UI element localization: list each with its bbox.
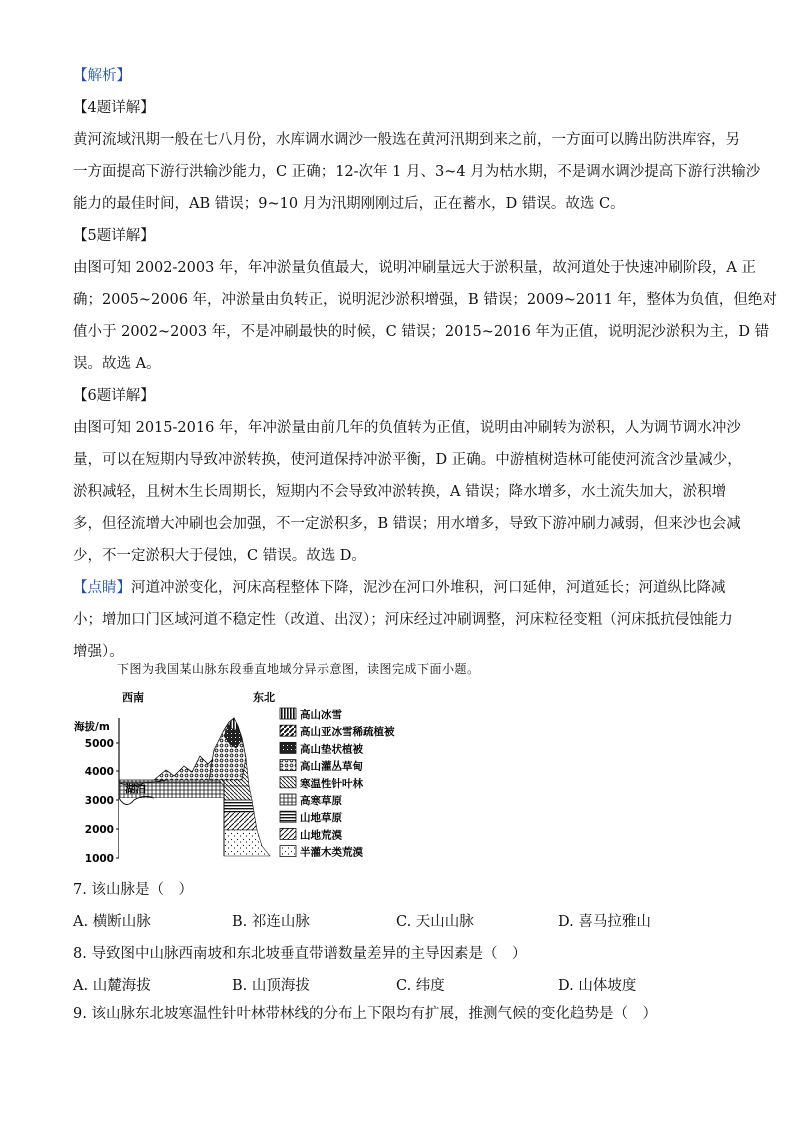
analysis-header: 【解析】	[73, 68, 131, 84]
legend-label-snow: 高山冰雪	[300, 709, 342, 721]
q6-line-1: 由图可知 2015-2016 年，年冲淤量由前几年的负值转为正值，说明由冲刷转为淤积，人为调节调水冲沙	[73, 420, 741, 436]
legend-swatch-steppe	[280, 811, 296, 822]
legend-label-desert: 山地荒漠	[300, 829, 342, 842]
q5-line-1: 由图可知 2002-2003 年，年冲淤量负值最大，说明冲刷量远大于淤积量，故河道处于快速冲刷阶段，A 正	[73, 260, 756, 276]
tips-line-1	[73, 578, 726, 598]
legend-swatch-semidesert	[280, 846, 296, 857]
q4-line-1: 黄河流域汛期一般在七八月份，水库调水调沙一般选在黄河汛期到来之前，一方面可以腾出防洪库容，另	[73, 132, 740, 148]
y-tick-label: 3000	[84, 795, 114, 807]
q5-title: 【5题详解】	[73, 228, 155, 244]
q4-line-2: 一方面提高下游行洪输沙能力，C 正确；12-次年 1 月、3~4 月为枯水期，不是调水调沙提高下游行洪输沙	[73, 164, 761, 180]
q4-line-3: 能力的最佳时间，AB 错误；9~10 月为汛期刚刚过后，正在蓄水，D 错误。故选 C。	[73, 196, 625, 212]
legend-label-conifer: 寒温性针叶林	[300, 777, 363, 790]
question-8-option-a: A. 山麓海拔	[73, 978, 151, 994]
legend-swatch-snow	[280, 708, 296, 719]
question-9-stem: 9. 该山脉东北坡寒温性针叶林带林线的分布上下限均有扩展，推测气候的变化趋势是（ ）	[73, 1006, 657, 1022]
legend-label-semidesert: 半灌木类荒漠	[300, 846, 363, 859]
vertical-zonation-figure	[74, 688, 404, 863]
y-tick-label: 2000	[84, 824, 114, 836]
legend-label-subsnow: 高山亚冰雪稀疏植被	[300, 726, 395, 739]
direction-southwest: 西南	[122, 691, 144, 704]
q6-line-2: 量，可以在短期内导致冲淤转换，使河道保持冲淤平衡，D 正确。中游植树造林可能使河流含沙量减少，	[73, 452, 742, 468]
legend	[280, 708, 395, 859]
y-tick-label: 1000	[84, 853, 114, 863]
legend-label-cushion: 高山垫状植被	[300, 743, 363, 756]
q6-line-5: 少，不一定淤积大于侵蚀，C 错误。故选 D。	[73, 548, 366, 564]
tips-line-2: 小；增加口门区域河道不稳定性（改道、出汊）；河床经过冲刷调整，河床粒径变粗（河床抵抗侵蚀能力	[73, 612, 733, 628]
q6-title: 【6题详解】	[73, 388, 155, 404]
y-axis-label: 海拔/m	[74, 721, 110, 733]
question-7-stem: 7. 该山脉是（ ）	[73, 882, 193, 898]
q6-line-3: 淤积减轻，且树木生长周期长，短期内不会导致冲淤转换，A 错误；降水增多，水土流失加大，淤积增	[73, 484, 727, 500]
legend-swatch-cushion	[280, 742, 296, 753]
q6-line-4: 多，但径流增大冲刷也会加强，不一定淤积多，B 错误；用水增多，导致下游冲刷力减弱，但来沙也会减	[73, 516, 741, 532]
question-7-option-b: B. 祁连山脉	[232, 914, 310, 930]
legend-swatch-alpine	[280, 794, 296, 805]
legend-swatch-shrub	[280, 760, 296, 771]
q5-line-3: 值小于 2002~2003 年，不是冲刷最快的时候，C 错误；2015~2016 年为正值，说明泥沙淤积为主，D 错	[73, 324, 770, 340]
lake-label: 湖泊	[125, 783, 146, 795]
legend-swatch-subsnow	[280, 725, 296, 736]
question-8-option-c: C. 纬度	[396, 978, 445, 994]
q4-title: 【4题详解】	[73, 100, 155, 116]
question-7-option-a: A. 横断山脉	[73, 914, 151, 930]
question-8-option-d: D. 山体坡度	[558, 978, 637, 994]
tips-title: 【点睛】	[73, 580, 131, 596]
tips-text-1: 河道冲淤变化，河床高程整体下降，泥沙在河口外堆积，河口延伸，河道延长；河道纵比降减	[131, 580, 726, 596]
q5-line-4: 误。故选 A。	[73, 356, 161, 372]
legend-swatch-desert	[280, 828, 296, 839]
question-7-option-d: D. 喜马拉雅山	[558, 914, 651, 930]
legend-label-steppe: 山地草原	[300, 812, 342, 825]
legend-label-shrub: 高山灌丛草甸	[300, 760, 363, 773]
y-ticks	[85, 738, 119, 863]
y-tick-label: 5000	[84, 738, 114, 750]
question-8-option-b: B. 山顶海拔	[232, 978, 310, 994]
tips-line-3: 增强）。	[73, 644, 124, 660]
legend-swatch-conifer	[280, 777, 296, 788]
legend-label-alpine: 高寒草原	[300, 795, 342, 807]
q5-line-2: 确；2005~2006 年，冲淤量由负转正，说明泥沙淤积增强，B 错误；2009~2011 年，整体为负值，但绝对	[73, 292, 777, 308]
y-tick-label: 4000	[84, 766, 114, 778]
question-8-stem: 8. 导致图中山脉西南坡和东北坡垂直带谱数量差异的主导因素是（ ）	[73, 946, 527, 962]
question-7-option-c: C. 天山山脉	[396, 914, 474, 930]
direction-northeast: 东北	[253, 691, 275, 704]
figure-intro: 下图为我国某山脉东段垂直地域分异示意图，读图完成下面小题。	[117, 662, 480, 676]
